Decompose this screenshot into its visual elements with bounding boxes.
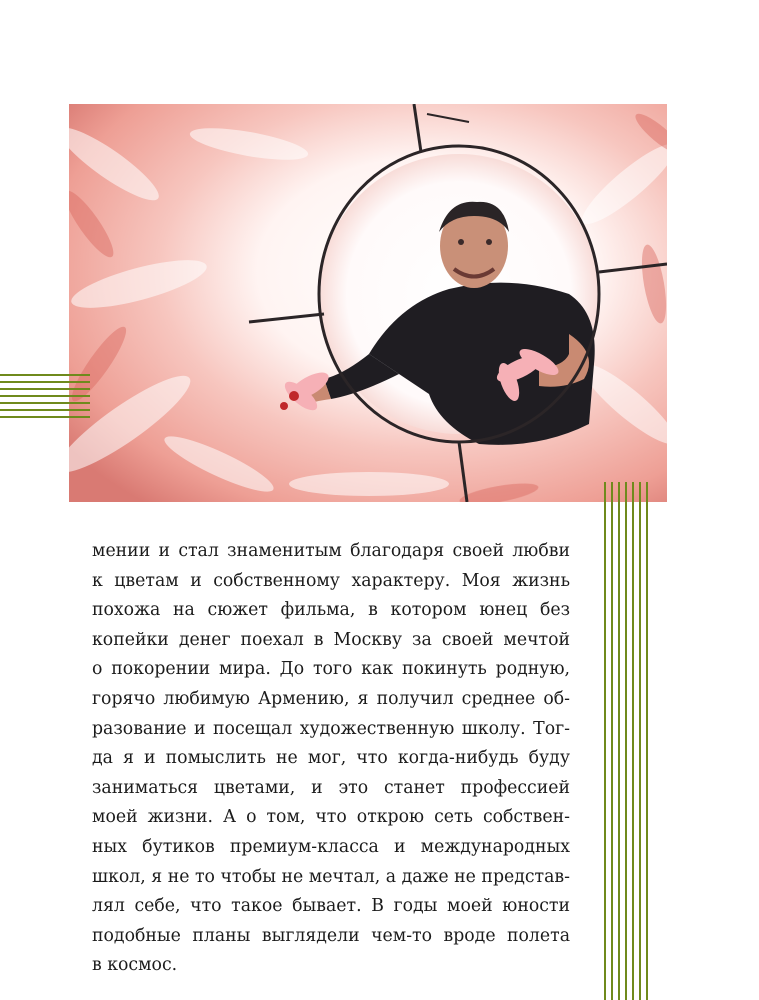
text-line: ных бутиков премиум-класса и международных (92, 836, 570, 857)
stripe (0, 388, 90, 390)
text-line: подобные планы выглядели чем-то вроде полета (92, 925, 570, 946)
stripe (0, 374, 90, 376)
text-line: да я и помыслить не мог, что когда-нибудь буду (92, 748, 570, 769)
stripe (632, 482, 634, 1000)
decorative-stripes-left (0, 374, 90, 418)
text-line: школ, я не то чтобы не мечтал, а даже не представ- (92, 866, 570, 887)
text-line: в космос. (92, 955, 178, 976)
stripe (646, 482, 648, 1000)
photo-flower-tunnel (69, 104, 667, 502)
text-line: горячо любимую Армению, я получил среднее об- (92, 688, 570, 709)
stripe (604, 482, 606, 1000)
text-line: к цветам и собственному характеру. Моя жизнь (92, 570, 570, 591)
text-line: похожа на сюжет фильма, в котором юнец без (92, 600, 570, 621)
body-paragraph (92, 537, 570, 981)
text-line: заниматься цветами, и это станет профессией (92, 777, 570, 798)
text-line: лял себе, что такое бывает. В годы моей юности (92, 896, 570, 917)
photo-illustration (69, 104, 667, 502)
stripe (625, 482, 627, 1000)
text-line: о покорении мира. До того как покинуть родную, (92, 659, 570, 680)
stripe (618, 482, 620, 1000)
text-line: моей жизни. А о том, что открою сеть собствен- (92, 807, 570, 828)
stripe (639, 482, 641, 1000)
text-line: копейки денег поехал в Москву за своей мечтой (92, 629, 570, 650)
stripe (0, 395, 90, 397)
decorative-stripes-right (604, 482, 648, 1000)
stripe (0, 409, 90, 411)
text-line: мении и стал знаменитым благодаря своей любви (92, 541, 570, 561)
stripe (611, 482, 613, 1000)
text-line: разование и посещал художественную школу. Тог- (92, 718, 570, 739)
stripe (0, 402, 90, 404)
stripe (0, 381, 90, 383)
stripe (0, 416, 90, 418)
